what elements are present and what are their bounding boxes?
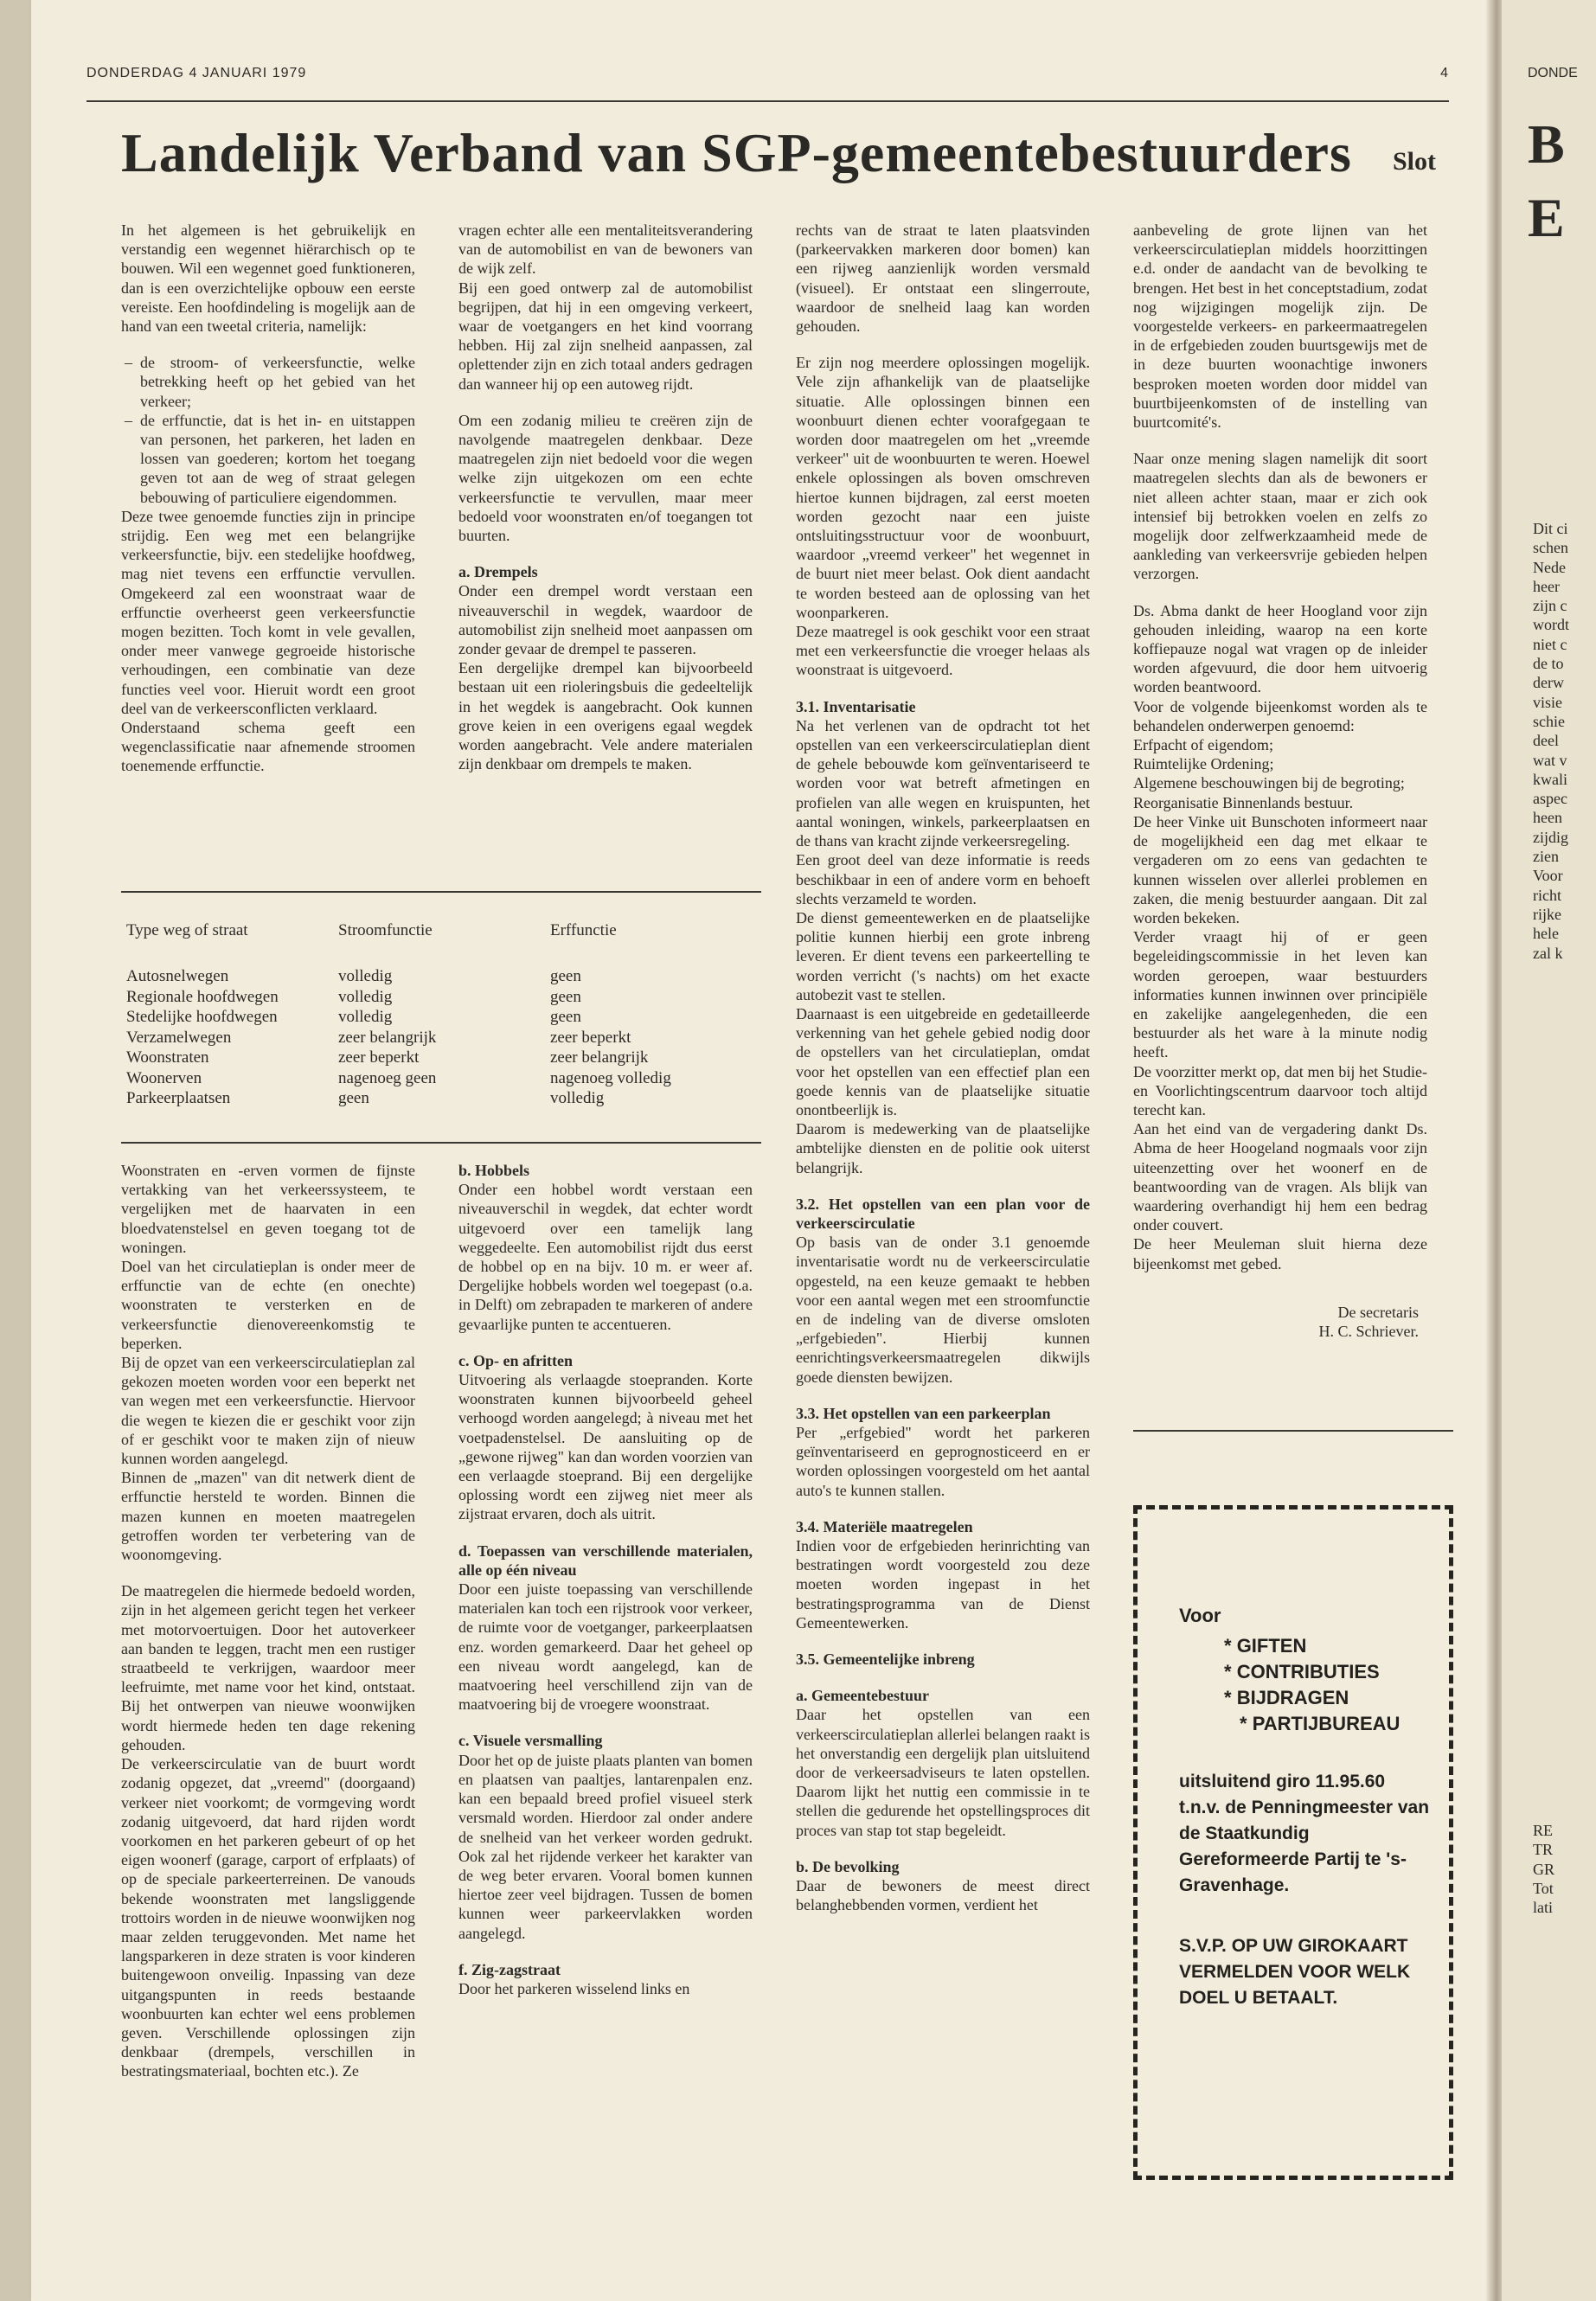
adjacent-text-fragment — [1533, 1821, 1554, 1917]
table-cell: Verzamelwegen — [126, 1028, 232, 1047]
table-cell: zeer beperkt — [550, 1028, 631, 1047]
adjacent-page-fragment — [1502, 0, 1596, 2301]
column-2-bottom — [458, 1161, 753, 2016]
subheading-zigzag: f. Zig-zagstraat — [458, 1960, 561, 1978]
adjacent-text-line: rijke — [1533, 905, 1561, 923]
table-cell: nagenoeg geen — [338, 1068, 437, 1087]
agenda-item: Algemene beschouwingen bij de begroting; — [1133, 774, 1405, 792]
column-1-bottom — [121, 1161, 415, 2099]
giro-advert-box — [1133, 1505, 1453, 2180]
adjacent-text-line: zijn c — [1533, 597, 1567, 615]
paragraph: Doel van het circulatieplan is onder meer de erffunctie van de echte (en onechte) woonstraten te versterken en de verkeersfunctie dienovereenkomstig te beperken. — [121, 1258, 415, 1352]
adjacent-text-line: visie — [1533, 693, 1562, 711]
subheading-materiele: 3.4. Materiële maatregelen — [796, 1517, 973, 1535]
slot-label: Slot — [1393, 147, 1437, 176]
paragraph: Onder een drempel wordt verstaan een niveauverschil in wegdek, waardoor de automobilist zijn snelheid moet aanpassen om zonder gevaar de drempel te passeren. — [458, 582, 753, 658]
column-4-rule — [1133, 1430, 1453, 1432]
table-bottom-rule — [121, 1142, 761, 1144]
signature-name: H. C. Schriever. — [1318, 1322, 1419, 1340]
subheading-versmalling: c. Visuele versmalling — [458, 1732, 603, 1750]
agenda-list — [1133, 735, 1427, 812]
table-cell: geen — [550, 1008, 581, 1026]
paragraph: De voorzitter merkt op, dat men bij het Studie- en Voorlichtingscentrum daarvoor toch altijd terecht kan. — [1133, 1062, 1427, 1118]
table-header: Stroomfunctie — [338, 921, 433, 939]
giro-item: * BIJDRAGEN — [1224, 1685, 1400, 1711]
giro-item: * PARTIJBUREAU — [1224, 1711, 1400, 1737]
table-cell: zeer belangrijk — [550, 1048, 649, 1067]
paragraph: Door het parkeren wisselend links en — [458, 1979, 690, 1997]
table-cell: geen — [550, 967, 581, 985]
header-rule — [87, 100, 1449, 102]
table-cell: Parkeerplaatsen — [126, 1089, 231, 1107]
adjacent-text-line: Dit ci — [1533, 520, 1568, 537]
column-2-top — [458, 221, 753, 791]
paragraph: Indien voor de erfgebieden herinrichting van bestratingen wordt voorgesteld zou deze moeten worden ingepast in het bestratingsprogramma van de Dienst Gemeentewerken. — [796, 1537, 1090, 1631]
adjacent-text-line: lati — [1533, 1899, 1553, 1917]
paragraph: Onder een hobbel wordt verstaan een niveauverschil in wegdek, dat echter wordt uitgevoerd over een tamelijk lang weggedeelte. Een automobilist rijdt dus eerst de hobbel op en na bijv. 10 m. er weer af. Dergelijke hobbels worden wel toegepast (o.a. in Delft) om zebrapaden te markeren of andere gevaarlijke punten te accentueren. — [458, 1181, 753, 1333]
table-cell: nagenoeg volledig — [550, 1068, 671, 1087]
subheading-materialen: d. Toepassen van verschillende materialen, alle op één niveau — [458, 1541, 753, 1579]
adjacent-text-line: Tot — [1533, 1879, 1554, 1897]
adjacent-header: DONDE — [1528, 66, 1578, 80]
column-3 — [796, 221, 1090, 1932]
adjacent-text-line: hele — [1533, 925, 1559, 943]
paragraph: Om een zodanig milieu te creëren zijn de navolgende maatregelen denkbaar. Deze maatregelen zijn niet bedoeld voor die wegen welke zijn uitgekozen om een echte verkeersfunctie te vervullen, maar meer bedoeld voor woonstraten en/of toegangen tot buurten. — [458, 411, 753, 545]
paragraph: rechts van de straat te laten plaatsvinden (parkeervakken markeren door bomen) kan een rijweg aanzienlijk worden versmald (visueel). Er ontstaat een slingerroute, waardoor de snelheid laag kan worden gehouden. — [796, 221, 1090, 336]
adjacent-text-line: GR — [1533, 1860, 1555, 1878]
table-cell: volledig — [338, 987, 393, 1006]
paragraph: De heer Meuleman sluit hierna deze bijeenkomst met gebed. — [1133, 1235, 1427, 1272]
signature — [1133, 1303, 1427, 1341]
table-cell: Stedelijke hoofdwegen — [126, 1008, 278, 1026]
paragraph: Voor de volgende bijeenkomst worden als te behandelen onderwerpen genoemd: — [1133, 697, 1427, 734]
adjacent-headline-letter: E — [1528, 187, 1565, 248]
paragraph: Naar onze mening slagen namelijk dit soort maatregelen slechts dan als de bewoners er niet alleen achter staan, maar er zich ook intensief bij betrokken voelen en zelfs zo mogelijk door zelfwerkzaamheid mede de aankleding van verkeersvrije gebieden helpen verzorgen. — [1133, 450, 1427, 583]
table-cell: Autosnelwegen — [126, 967, 229, 985]
paragraph: aanbeveling de grote lijnen van het verkeerscirculatieplan middels hoorzittingen e.d. onder de aandacht van de bevolking te brengen. Het best in het conceptstadium, zodat nog wijzigingen mogelijk zijn. De voorgestelde verkeers- en parkeermaatregelen in de erfgebieden zouden buurtsgewijs met de in deze buurten woonachtige inwoners besproken moeten worden door middel van buurtbijeenkomsten of de instelling van buurtcomité's. — [1133, 221, 1427, 432]
subheading-drempels: a. Drempels — [458, 563, 538, 581]
adjacent-text-line: deel — [1533, 732, 1559, 750]
newspaper-page — [31, 0, 1502, 2301]
paragraph: Op basis van de onder 3.1 genoemde inventarisatie wordt nu de verkeerscirculatie opgesteld, na een keuze gemaakt te hebben voor een aantal wegen met een stroomfunctie en de indeling van de diverse omsloten „erfgebieden". Hierbij kunnen eenrichtingsverkeersmaatregelen dikwijls goede diensten bewijzen. — [796, 1234, 1090, 1386]
table-row — [126, 1048, 749, 1068]
table-row — [126, 1088, 749, 1109]
table-row — [126, 966, 749, 987]
table-cell: geen — [338, 1089, 369, 1107]
paragraph: Daar het opstellen van een verkeerscirculatieplan allerlei belangen raakt is het onverstandig een dergelijk plan uitsluitend door de verkeersadviseurs te laten opstellen. Daarom lijkt het nuttig een commissie in te stellen die gedurende het opstellingsproces dit proces van stap tot stap begeleidt. — [796, 1706, 1090, 1839]
paragraph: Deze maatregel is ook geschikt voor een straat met een verkeersfunctie die vroeger helaas als woonstraat is uitgevoerd. — [796, 623, 1090, 679]
table-row — [126, 987, 749, 1008]
paragraph: De verkeerscirculatie van de buurt wordt zodanig opgezet, dat „vreemd" (doorgaand) verkeer niet voorkomt; de vormgeving wordt zodanig uitgevoerd, dat hard rijden wordt voorkomen en het parkeren gebeurt of op het eigen woonerf (garage, carport of erfplaats) of op de speciale parkeerterreinen. De vanouds bekende woonstraten met langsliggende trottoirs worden in de nieuwe woonwijken nog maar zelden teruggevonden. Met name het langsparkeren in deze straten is voor kinderen buitengewoon onveilig. Inpassing van deze uitgangspunten in reeds bestaande woonbuurten kan echter wel eens problemen geven. Verschillende oplossingen zijn denkbaar (drempels, verschillen in bestratingsmateriaal, bochten etc.). Ze — [121, 1755, 415, 2080]
paragraph: Na het verlenen van de opdracht tot het opstellen van een verkeerscirculatieplan dient de gehele bebouwde kom geïnventariseerd te worden voor wat betreft afmetingen en profielen van alle wegen en kruispunten, het aantal woningen, winkels, parkeerplaatsen en de thans van kracht zijnde verkeersregeling. — [796, 716, 1090, 850]
table-cell: Woonerven — [126, 1068, 202, 1087]
paragraph: Een dergelijke drempel kan bijvoorbeeld bestaan uit een rioleringsbuis die gedeeltelijk in het wegdek is aangebracht. Ook kunnen grove keien in een overigens egaal wegdek worden aangebracht. Vele andere materialen zijn denkbaar om drempels te maken. — [458, 659, 753, 773]
paragraph: Een groot deel van deze informatie is reeds beschikbaar in een of andere vorm en behoeft slechts verzameld te worden. — [796, 851, 1090, 907]
adjacent-text-line: wordt — [1533, 616, 1569, 634]
giro-account: uitsluitend giro 11.95.60 t.n.v. de Penningmeester van de Staatkundig Gereformeerde Partij te 's-Gravenhage. — [1179, 1772, 1430, 1895]
paragraph: vragen echter alle een mentaliteitsverandering van de automobilist en van de bewoners van de wijk zelf. — [458, 221, 753, 278]
table-row — [126, 1028, 749, 1048]
adjacent-text-line: derw — [1533, 674, 1564, 692]
agenda-item: Ruimtelijke Ordening; — [1133, 755, 1274, 773]
subheading-plan: 3.2. Het opstellen van een plan voor de verkeerscirculatie — [796, 1195, 1090, 1232]
paragraph: Woonstraten en -erven vormen de fijnste vertakking van het verkeerssysteem, te vergelijken met de haarvaten in een bloedvatenstelsel en geven toegang tot de woningen. — [121, 1162, 415, 1256]
table-header-row — [126, 921, 749, 966]
paragraph: Onderstaand schema geeft een wegenclassificatie naar afnemende stroomen toenemende erffunctie. — [121, 719, 415, 775]
page-header — [87, 66, 1449, 92]
paragraph: Door het op de juiste plaats planten van bomen en plaatsen van paaltjes, lantarenpalen enz. kan een bepaald breed profiel visueel sterk versmald worden. Hierdoor zal onder andere de snelheid van het verkeer worden gedrukt. Ook zal het rijdende verkeer het karakter van de weg beter ervaren. Vooral bomen kunnen hiertoe zeer veel bijdragen. Tussen de bomen kunnen weer parkeervlakken worden aangelegd. — [458, 1751, 753, 1942]
paragraph: De dienst gemeentewerken en de plaatselijke politie kunnen hierbij een grote inbreng leveren. Er dient tevens een parkeertelling te worden verricht ('s nachts) om het exacte autobezit vast te stellen. — [796, 908, 1090, 1003]
subheading-hobbels: b. Hobbels — [458, 1162, 530, 1179]
giro-item: * CONTRIBUTIES — [1224, 1659, 1400, 1685]
adjacent-text-line: heer — [1533, 577, 1560, 595]
subheading-gemeentebestuur: a. Gemeentebestuur — [796, 1687, 929, 1705]
column-1-top — [121, 221, 415, 793]
paragraph: Ds. Abma dankt de heer Hoogland voor zijn gehouden inleiding, waarop na een korte koffiepauze nogal wat vragen op de inleider worden afgevuurd, die door hem uitvoerig worden beantwoord. — [1133, 601, 1427, 696]
table-cell: zeer belangrijk — [338, 1028, 437, 1047]
agenda-item: Erfpacht of eigendom; — [1133, 736, 1273, 754]
road-classification-table — [126, 921, 749, 1109]
table-row — [126, 1007, 749, 1028]
header-page-number: 4 — [1440, 66, 1449, 80]
adjacent-text-fragment — [1533, 519, 1569, 963]
signature-title: De secretaris — [1337, 1303, 1419, 1321]
adjacent-text-line: richt — [1533, 886, 1561, 904]
adjacent-text-line: zijdig — [1533, 828, 1568, 846]
table-cell: Woonstraten — [126, 1048, 209, 1067]
paragraph: Deze twee genoemde functies zijn in principe strijdig. Een weg met een belangrijke verkeersfunctie, bijv. een stedelijke hoofdweg, mag niet tevens een erffunctie vervullen. Omgekeerd zal een woonstraat waar de erffunctie overheerst geen verkeersfunctie mogen bezitten. Toch komt in vele gevallen, onder meer vanwege gegroeide historische verhoudingen, een combinatie van deze functies veel voor. Hieruit wordt een groot deel van de verkeersconflicten verklaard. — [121, 507, 415, 717]
adjacent-text-line: de to — [1533, 655, 1564, 673]
table-cell: volledig — [550, 1089, 605, 1107]
paragraph: Door een juiste toepassing van verschillende materialen kan toch een rijstrook voor verkeer, de ruimte voor de voetganger, parkeerplaatsen enz. worden gemarkeerd. Daar het geheel op een niveau wordt aangelegd, kan de maatvoering heel verschillend zijn van de maatvoering bij de vroegere woonstraat. — [458, 1580, 753, 1714]
table-row — [126, 1068, 749, 1089]
subheading-opritten: c. Op- en afritten — [458, 1351, 573, 1369]
adjacent-text-line: wat v — [1533, 751, 1567, 769]
adjacent-text-line: aspec — [1533, 790, 1567, 808]
agenda-item: Reorganisatie Binnenlands bestuur. — [1133, 793, 1354, 811]
list-item: – de stroom- of verkeersfunctie, welke betrekking heeft op het gebied van het verkeer; — [140, 353, 415, 411]
giro-item: * GIFTEN — [1224, 1633, 1400, 1659]
table-cell: geen — [550, 987, 581, 1006]
paragraph: De maatregelen die hiermede bedoeld worden, zijn in het algemeen gericht tegen het verkeer met motorvoertuigen. Door het autoverkeer aan banden te leggen, tracht men een rustiger straatbeeld te verkrijgen, waardoor meer leefruimte, met name voor het kind, ontstaat. Bij het ontwerpen van nieuwe woonwijken wordt hiermede heden ten dage rekening gehouden. — [121, 1582, 415, 1753]
table-cell: zeer beperkt — [338, 1048, 420, 1067]
adjacent-text-line: TR — [1533, 1841, 1554, 1859]
giro-voor: Voor — [1179, 1605, 1221, 1626]
paragraph: Uitvoering als verlaagde stoepranden. Korte woonstraten kunnen bijvoorbeeld geheel verhoogd worden aangelegd; à niveau met het voetpadenstelsel. De aansluiting op de „gewone rijweg" kan dan worden voorzien van een verlaagde stoeprand. Bij een dergelijke oplossing wordt een zijweg niet meer als zijstraat ervaren, doch als uitrit. — [458, 1371, 753, 1523]
subheading-parkeerplan: 3.3. Het opstellen van een parkeerplan — [796, 1404, 1051, 1422]
table-top-rule — [121, 891, 761, 893]
column-4 — [1133, 221, 1427, 1341]
paragraph: Bij een goed ontwerp zal de automobilist begrijpen, dat hij in een omgeving verkeert, waar de voetgangers en het kind voorrang hebben. Hij zal zijn snelheid aanpassen, zal oplettender zijn en zich totaal anders gedragen dan wanneer hij op een autoweg rijdt. — [458, 279, 753, 393]
adjacent-text-line: schen — [1533, 539, 1568, 557]
headline: Landelijk Verband van SGP-gemeentebestuurders — [121, 122, 1352, 183]
adjacent-text-line: Nede — [1533, 558, 1566, 576]
giro-svp: S.V.P. OP UW GIROKAART VERMELDEN VOOR WELK DOEL U BETAALT. — [1179, 1936, 1411, 2008]
adjacent-text-line: niet c — [1533, 635, 1567, 653]
subheading-inbreng: 3.5. Gemeentelijke inbreng — [796, 1650, 975, 1669]
adjacent-text-line: kwali — [1533, 770, 1567, 788]
table-header: Type weg of straat — [126, 921, 248, 939]
adjacent-text-line: zien — [1533, 848, 1559, 866]
adjacent-headline-letter: B — [1528, 113, 1565, 175]
paragraph: De heer Vinke uit Bunschoten informeert naar de mogelijkheid een dag met elkaar te vergaderen om zo eens van gedachten te kunnen wisselen over allerlei problemen en zaken, die menig bestuurder aangaan. Dit zal worden bekeken. — [1133, 812, 1427, 926]
adjacent-text-line: RE — [1533, 1822, 1554, 1839]
paragraph: Verder vraagt hij of er geen begeleidingscommissie in het leven kan worden geroepen, waar bestuurders informaties kunnen inwinnen over principiële en zakelijke aangelegenheden, die een bestuurder als het ware à la minute nodig heeft. — [1133, 928, 1427, 1061]
list-item: – de erffunctie, dat is het in- en uitstappen van personen, het parkeren, het laden en lossen van goederen; kortom het toegang geven tot aan de weg of straat gelegen bebouwing of particuliere eigendommen. — [140, 411, 415, 507]
table-body — [126, 966, 749, 1109]
subheading-bevolking: b. De bevolking — [796, 1857, 900, 1875]
adjacent-text-line: heen — [1533, 809, 1562, 827]
paragraph: Aan het eind van de vergadering dankt Ds. Abma de heer Hoogeland nogmaals voor zijn uiteenzetting over het woonerf en de beantwoording van de vragen. Als blijk van waardering overhandigt hij hem een bedrag onder couvert. — [1133, 1120, 1427, 1234]
paragraph: Per „erfgebied" wordt het parkeren geïnventariseerd en geprognosticeerd en er worden oplossingen voorgesteld om het aantal auto's te kunnen stallen. — [796, 1423, 1090, 1499]
paragraph: In het algemeen is het gebruikelijk en verstandig een wegennet hiërarchisch op te bouwen. Wil een wegennet goed funktioneren, dan is een overzichtelijke opbouw een eerste vereiste. Een hoofdindeling is mogelijk aan de hand van een tweetal criteria, namelijk: — [121, 221, 415, 336]
paragraph: Binnen de „mazen" van dit netwerk dient de erffunctie hersteld te worden. Binnen die mazen kunnen en moeten maatregelen getroffen worden ter verbetering van de woonomgeving. — [121, 1469, 415, 1564]
adjacent-text-line: schie — [1533, 712, 1565, 730]
paragraph: Bij de opzet van een verkeerscirculatieplan zal gekozen moeten worden voor een beperkt net van wegen met een verkeersfunctie. Hiervoor die wegen te kiezen die er geschikt voor zijn of er geschikt voor te maken zijn of nieuw kunnen worden aangelegd. — [121, 1354, 415, 1468]
function-list — [121, 353, 415, 507]
table-cell: volledig — [338, 967, 393, 985]
adjacent-text-line: Voor — [1533, 867, 1563, 885]
giro-items — [1224, 1633, 1400, 1737]
paragraph: Daarom is medewerking van de plaatselijke ambtelijke diensten en de politie ook uiterst belangrijk. — [796, 1120, 1090, 1176]
table-header: Erffunctie — [550, 921, 617, 939]
paragraph: Daarnaast is een uitgebreide en gedetailleerde verkenning van het gehele gebied nodig door de opstellers van het circulatieplan, omdat voor het opstellen van een effectief plan een goede kennis van de plaatselijke situatie onontbeerlijk is. — [796, 1004, 1090, 1118]
adjacent-text-line: zal k — [1533, 944, 1563, 962]
table-cell: volledig — [338, 1008, 393, 1026]
header-date: DONDERDAG 4 JANUARI 1979 — [87, 66, 307, 80]
paragraph: Er zijn nog meerdere oplossingen mogelijk. Vele zijn afhankelijk van de plaatselijke situatie. Alle oplossingen binnen een woonbuurt dienen echter voorafgegaan te worden door maatregelen om het „vreemde verkeer" uit de woonbuurten te weren. Hoewel enkele oplossingen als boven omschreven hiertoe kunnen bijdragen, zal eerst moeten worden gezocht naar een juiste ontsluitingsstructuur voor de woonbuurt, waardoor „vreemd verkeer" het wegennet in de buurt niet meer belast. Ook dient aandacht te worden besteed aan de oplossing van het woonparkeren. — [796, 354, 1090, 621]
subheading-inventarisatie: 3.1. Inventarisatie — [796, 697, 916, 715]
paragraph: Daar de bewoners de meest direct belanghebbenden vormen, verdient het — [796, 1877, 1090, 1914]
table-cell: Regionale hoofdwegen — [126, 987, 279, 1006]
